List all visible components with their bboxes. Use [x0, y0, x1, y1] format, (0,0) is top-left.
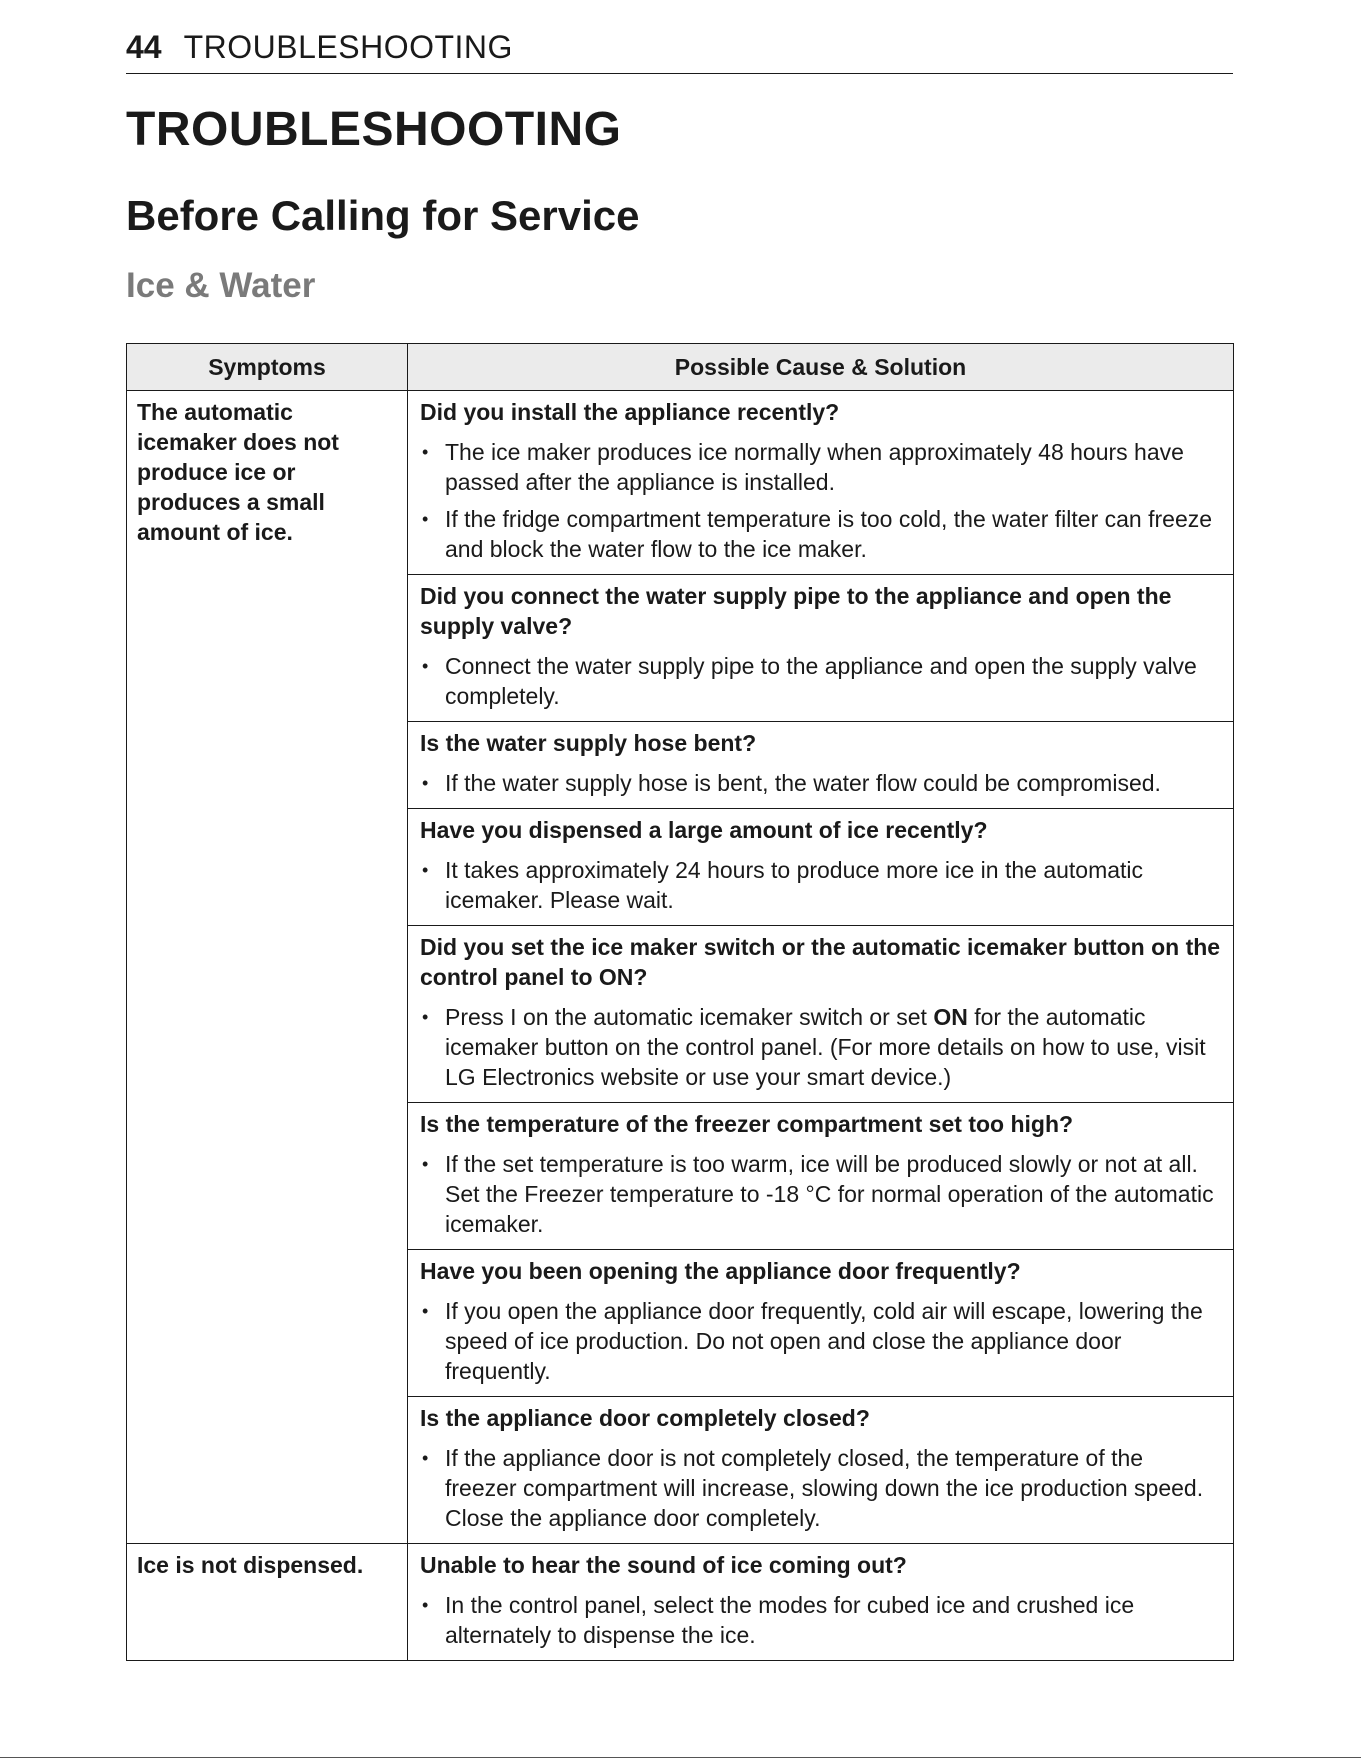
cause-cell: [408, 809, 1234, 926]
solution-emphasis: ON: [933, 1004, 968, 1030]
solution-list: [420, 1590, 1221, 1650]
cause-question: Did you set the ice maker switch or the automatic icemaker button on the control panel to ON?: [420, 934, 1221, 990]
cause-question: Is the water supply hose bent?: [420, 730, 757, 756]
solution-item: • If the set temperature is too warm, ice will be produced slowly or not at all. Set the Freezer temperature to -18 °C for normal operation of the automatic icemaker.: [420, 1149, 1221, 1239]
solution-item: • It takes approximately 24 hours to produce more ice in the automatic icemaker. Please wait.: [420, 855, 1221, 915]
cause-cell: [408, 926, 1234, 1103]
solution-item: • If the fridge compartment temperature is too cold, the water filter can freeze and block the water flow to the ice maker.: [420, 504, 1221, 564]
troubleshooting-table: [126, 343, 1234, 1661]
table-row: [127, 1544, 1234, 1661]
solution-list: [420, 1296, 1221, 1386]
cause-cell: [408, 1397, 1234, 1544]
cause-question: Did you connect the water supply pipe to the appliance and open the supply valve?: [420, 583, 1172, 639]
cause-column-header: Possible Cause & Solution: [408, 344, 1234, 391]
cause-question: Is the appliance door completely closed?: [420, 1405, 870, 1431]
cause-question: Have you dispensed a large amount of ice recently?: [420, 817, 988, 843]
solution-list: [420, 437, 1221, 564]
solution-list: [420, 1443, 1221, 1533]
solution-list: [420, 1002, 1221, 1092]
section-subtitle: Before Calling for Service: [126, 192, 640, 239]
page-header: [126, 22, 1233, 74]
symptom-cell: Ice is not dispensed.: [127, 1544, 408, 1661]
solution-list: [420, 1149, 1221, 1239]
category-heading: Ice & Water: [126, 266, 316, 305]
table-header-row: [127, 344, 1234, 391]
solution-item: • If you open the appliance door frequently, cold air will escape, lowering the speed of ice production. Do not open and close the appliance door frequently.: [420, 1296, 1221, 1386]
solution-list: [420, 855, 1221, 915]
solution-item: • In the control panel, select the modes for cubed ice and crushed ice alternately to dispense the ice.: [420, 1590, 1221, 1650]
cause-question: Have you been opening the appliance door frequently?: [420, 1258, 1021, 1284]
symptom-cell: The automatic icemaker does not produce ice or produces a small amount of ice.: [127, 391, 408, 1544]
cause-question: Unable to hear the sound of ice coming out?: [420, 1552, 907, 1578]
solution-list: [420, 651, 1221, 711]
solution-list: [420, 768, 1221, 798]
page-title: TROUBLESHOOTING: [126, 103, 622, 156]
running-section-title: TROUBLESHOOTING: [183, 29, 513, 65]
solution-item: • The ice maker produces ice normally when approximately 48 hours have passed after the appliance is installed.: [420, 437, 1221, 497]
solution-item: • Connect the water supply pipe to the appliance and open the supply valve completely.: [420, 651, 1221, 711]
page-number: 44: [126, 29, 162, 65]
cause-cell: [408, 1544, 1234, 1661]
symptoms-column-header: Symptoms: [127, 344, 408, 391]
bottom-rule: [0, 1757, 1361, 1758]
solution-item: • If the water supply hose is bent, the water flow could be compromised.: [420, 768, 1221, 798]
cause-cell: [408, 1103, 1234, 1250]
solution-item: [420, 1002, 1221, 1092]
solution-text: Press I on the automatic icemaker switch or set: [445, 1004, 934, 1030]
table-row: [127, 391, 1234, 575]
cause-cell: [408, 722, 1234, 809]
cause-cell: [408, 1250, 1234, 1397]
solution-text: for the automatic icemaker button on the control panel. (For more details on how to use, visit LG Electronics website or use your smart device.): [445, 1004, 1206, 1090]
cause-cell: [408, 391, 1234, 575]
cause-cell: [408, 575, 1234, 722]
solution-item: • If the appliance door is not completely closed, the temperature of the freezer compartment will increase, slowing down the ice production speed. Close the appliance door completely.: [420, 1443, 1221, 1533]
cause-question: Is the temperature of the freezer compartment set too high?: [420, 1111, 1074, 1137]
cause-question: Did you install the appliance recently?: [420, 399, 840, 425]
